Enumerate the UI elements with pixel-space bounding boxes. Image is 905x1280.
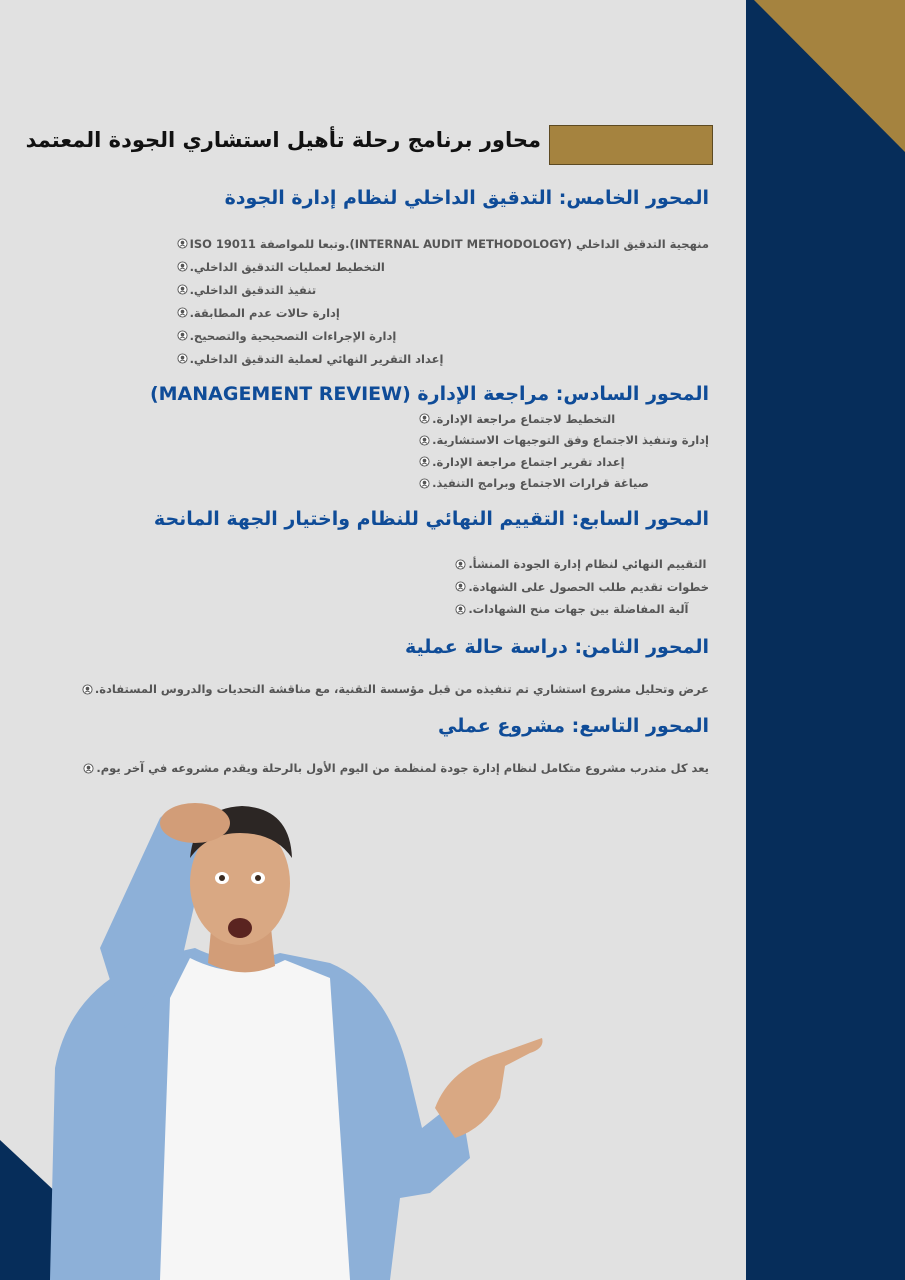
section-7-heading: المحور السابع: التقييم النهائي للنظام واختيار الجهة المانحة xyxy=(153,508,709,530)
list-item: إعداد تقرير اجتماع مراجعة الإدارة. xyxy=(419,451,709,473)
list-item: عرض وتحليل مشروع استشاري تم تنفيذه من قبل مؤسسة التقنية، مع مناقشة التحديات والدروس المستفادة. xyxy=(82,678,709,700)
list-item: آلية المفاضلة بين جهات منح الشهادات. xyxy=(455,598,709,621)
section-7-list xyxy=(455,553,709,621)
location-pin-icon xyxy=(419,478,430,489)
location-pin-icon xyxy=(82,684,93,695)
page-title: محاور برنامج رحلة تأهيل استشاري الجودة المعتمد xyxy=(25,128,541,152)
section-8-heading: المحور الثامن: دراسة حالة عملية xyxy=(404,636,709,658)
location-pin-icon xyxy=(177,353,188,364)
location-pin-icon xyxy=(419,435,430,446)
section-5-list xyxy=(177,232,709,370)
gold-corner-triangle xyxy=(746,0,905,160)
location-pin-icon xyxy=(419,413,430,424)
location-pin-icon xyxy=(177,330,188,341)
location-pin-icon xyxy=(455,604,466,615)
list-item: تنفيذ التدقيق الداخلي. xyxy=(177,278,709,301)
list-item: إدارة وتنفيذ الاجتماع وفق التوجيهات الاستشارية. xyxy=(419,430,709,452)
section-6-heading: المحور السادس: مراجعة الإدارة (MANAGEMENT REVIEW) xyxy=(149,383,709,405)
location-pin-icon xyxy=(177,261,188,272)
section-9-list xyxy=(83,757,709,779)
section-5-heading: المحور الخامس: التدقيق الداخلي لنظام إدارة الجودة xyxy=(224,187,709,209)
location-pin-icon xyxy=(177,238,188,249)
location-pin-icon xyxy=(455,559,466,570)
list-item: إدارة الإجراءات التصحيحية والتصحيح. xyxy=(177,324,709,347)
location-pin-icon xyxy=(419,456,430,467)
list-item: منهجية التدقيق الداخلي (INTERNAL AUDIT METHODOLOGY).وتبعا للمواصفة ISO 19011 xyxy=(177,232,709,255)
title-accent-box xyxy=(549,125,713,165)
list-item: إعداد التقرير النهائي لعملية التدقيق الداخلي. xyxy=(177,347,709,370)
list-item: يعد كل متدرب مشروع متكامل لنظام إدارة جودة لمنظمة من اليوم الأول بالرحلة ويقدم مشروعه في آخر يوم. xyxy=(83,757,709,779)
list-item: صياغة قرارات الاجتماع وبرامج التنفيذ. xyxy=(419,473,709,495)
section-8-list xyxy=(82,678,709,700)
list-item: خطوات تقديم طلب الحصول على الشهادة. xyxy=(455,576,709,599)
list-item: التخطيط لعمليات التدقيق الداخلي. xyxy=(177,255,709,278)
location-pin-icon xyxy=(177,307,188,318)
surprised-man-photo xyxy=(30,798,545,1280)
location-pin-icon xyxy=(177,284,188,295)
right-navy-band xyxy=(746,0,905,1280)
section-9-heading: المحور التاسع: مشروع عملي xyxy=(438,715,709,737)
location-pin-icon xyxy=(83,763,94,774)
list-item: إدارة حالات عدم المطابقة. xyxy=(177,301,709,324)
list-item: التخطيط لاجتماع مراجعة الإدارة. xyxy=(419,408,709,430)
list-item: التقييم النهائي لنظام إدارة الجودة المنشأ. xyxy=(455,553,709,576)
location-pin-icon xyxy=(455,581,466,592)
section-6-list xyxy=(419,408,709,494)
